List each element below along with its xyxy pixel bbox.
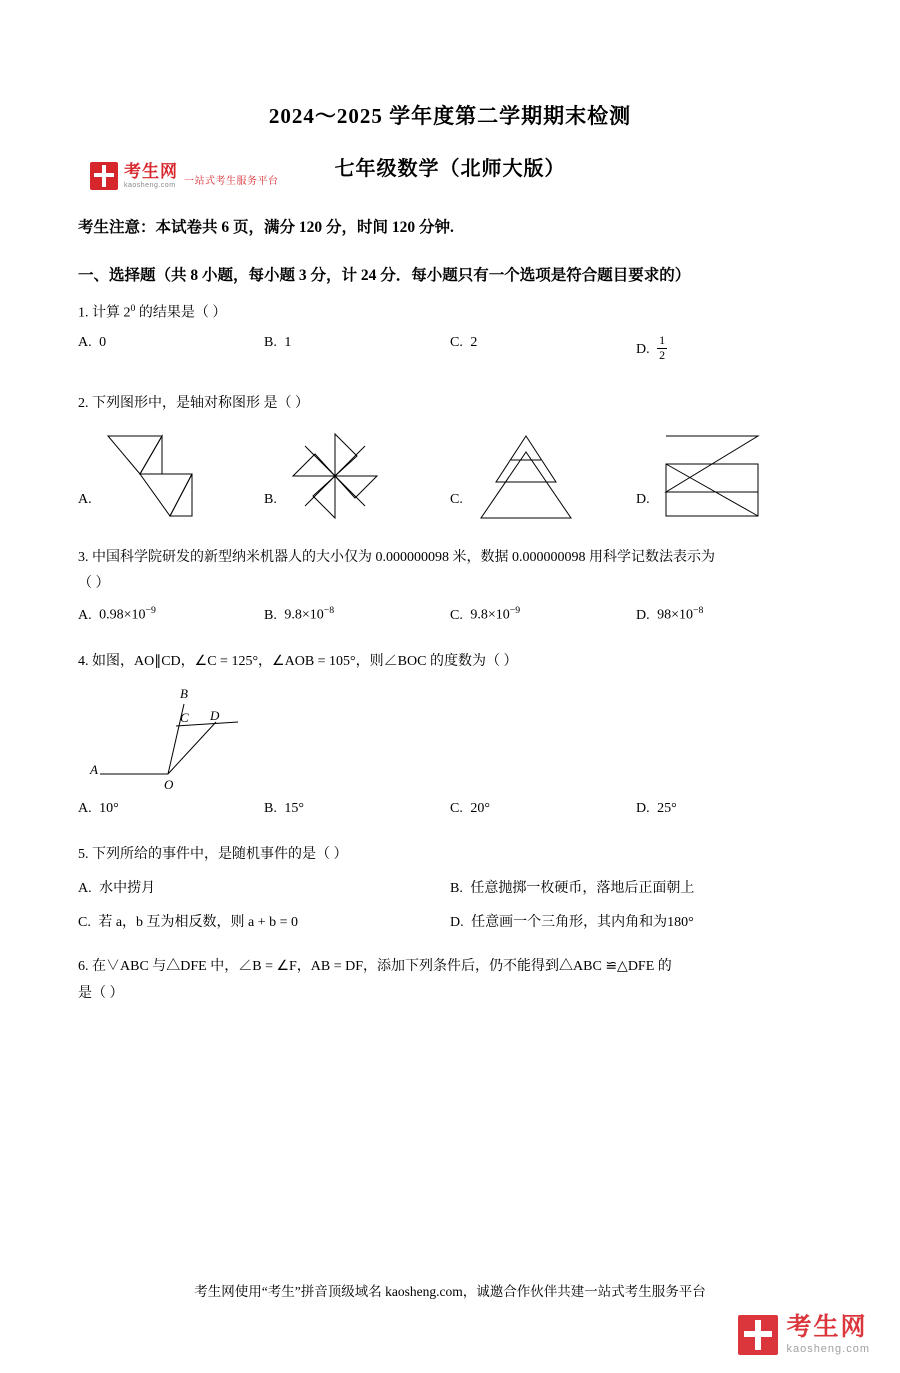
option-label: B.: [264, 335, 277, 351]
option-text: 2: [470, 335, 478, 351]
question-2: [78, 392, 822, 416]
question-1-option-a[interactable]: [78, 335, 264, 364]
option-text: 9.8×10: [284, 608, 324, 624]
logo-slogan: 一站式考生服务平台: [184, 176, 279, 187]
label-A: A: [90, 761, 98, 777]
question-4-option-c[interactable]: [450, 801, 636, 817]
question-5-number: 5.: [78, 846, 89, 862]
logo-domain-text: kaosheng.com: [124, 182, 176, 189]
section-heading: 一、选择题（共 8 小题，每小题 3 分，计 24 分．每小题只有一个选项是符合题目要求的）: [78, 267, 691, 284]
question-5: [78, 843, 822, 867]
question-6-number: 6.: [78, 958, 89, 974]
fraction-denominator: 2: [659, 348, 666, 363]
question-2-number: 2.: [78, 396, 89, 412]
label-C: C: [180, 709, 189, 725]
question-6: [78, 955, 822, 979]
option-label: D.: [450, 914, 464, 930]
option-label: B.: [264, 608, 277, 624]
question-3-option-d[interactable]: [636, 605, 822, 624]
watermark-chinese-text: 考生网: [786, 1313, 868, 1341]
option-text: 15°: [284, 800, 304, 816]
question-5-options-row-1: [78, 877, 822, 897]
option-label: A.: [78, 608, 92, 624]
question-2-options: [78, 430, 822, 522]
option-exponent: −8: [693, 605, 704, 617]
question-4-option-d[interactable]: [636, 801, 822, 817]
question-4-figure: [78, 682, 822, 797]
question-1-options: [78, 335, 822, 364]
question-1-exponent: 0: [130, 303, 136, 314]
option-label: B.: [264, 800, 277, 816]
question-3-stem-cont: （ ）: [78, 575, 110, 591]
pinwheel-star-figure-icon: [285, 430, 385, 522]
label-O: O: [164, 776, 174, 792]
question-1-option-b[interactable]: [264, 335, 450, 364]
question-2-option-d[interactable]: [636, 430, 822, 522]
question-1-option-c[interactable]: [450, 335, 636, 364]
triangles-stack-figure-icon: [471, 430, 581, 522]
question-1-stem-pre: 计算 2: [92, 305, 131, 321]
watermark-wordmark: [786, 1315, 870, 1355]
question-3-number: 3.: [78, 549, 89, 565]
angle-diagram-figure-icon: [88, 682, 318, 792]
option-exponent: −8: [323, 605, 335, 617]
question-2-option-b[interactable]: [264, 430, 450, 522]
option-label: C.: [450, 335, 463, 351]
option-label: C.: [450, 608, 463, 624]
option-label: A.: [78, 335, 92, 351]
question-4: [78, 650, 822, 674]
question-2-option-a[interactable]: [78, 430, 264, 522]
site-logo: [90, 162, 279, 190]
option-text: 10°: [99, 800, 119, 816]
option-label: A.: [78, 800, 92, 816]
option-label: D.: [636, 608, 650, 624]
option-text: 任意抛掷一枚硬币，落地后正面朝上: [470, 880, 695, 896]
option-text: 98×10: [657, 608, 694, 624]
option-text: 若 a，b 互为相反数，则 a + b = 0: [98, 914, 299, 930]
option-label: D.: [636, 491, 650, 507]
logo-mark-icon: [90, 162, 118, 190]
question-4-option-b[interactable]: [264, 801, 450, 817]
option-label: A.: [78, 491, 92, 507]
logo-wordmark: [124, 163, 178, 189]
option-label: D.: [636, 341, 650, 357]
question-5-stem: 下列所给的事件中，是随机事件的是（ ）: [92, 846, 348, 862]
footer-note: 考生网使用“考生”拼音顶级域名 kaosheng.com，诚邀合作伙伴共建一站式考生服务平台: [194, 1284, 706, 1299]
page-title: 2024～2025 学年度第二学期期末检测: [268, 104, 632, 128]
z-shape-rect-figure-icon: [658, 430, 768, 522]
question-2-stem: 下列图形中，是轴对称图形 是（ ）: [92, 396, 309, 412]
fraction-numerator: 1: [659, 333, 666, 348]
option-label: A.: [78, 880, 92, 896]
exam-paper-page: [0, 100, 900, 1373]
fraction-one-half: [657, 334, 667, 363]
question-5-option-a[interactable]: [78, 877, 450, 897]
question-3-option-a[interactable]: [78, 605, 264, 624]
label-B: B: [180, 685, 188, 701]
question-3: [78, 546, 822, 570]
question-2-option-c[interactable]: [450, 430, 636, 522]
option-exponent: −9: [509, 605, 521, 617]
logo-chinese-text: 考生网: [124, 162, 178, 181]
question-6-stem: 在∨ABC 与△DFE 中，∠B = ∠F，AB = DF，添加下列条件后，仍不能得到△ABC ≌△DFE 的: [92, 958, 672, 974]
question-4-options: [78, 801, 822, 817]
question-3-stem: 中国科学院研发的新型纳米机器人的大小仅为 0.000000098 米，数据 0.000000098 用科学记数法表示为: [92, 549, 715, 565]
option-label: C.: [450, 491, 463, 507]
footer-watermark: [738, 1315, 870, 1355]
option-label: C.: [450, 800, 463, 816]
question-1-number: 1.: [78, 305, 89, 321]
parallelogram-zigzag-figure-icon: [100, 430, 200, 522]
watermark-domain-text: kaosheng.com: [786, 1343, 870, 1355]
label-D: D: [210, 707, 220, 723]
option-label: B.: [450, 880, 463, 896]
option-label: B.: [264, 491, 277, 507]
exam-notice: 考生注意：本试卷共 6 页，满分 120 分，时间 120 分钟.: [78, 219, 454, 236]
option-text: 水中捞月: [99, 880, 156, 896]
question-4-option-a[interactable]: [78, 801, 264, 817]
option-text: 0.98×10: [99, 608, 146, 624]
option-text: 25°: [657, 800, 677, 816]
question-1-stem-post: 的结果是（ ）: [135, 305, 227, 321]
question-5-option-d[interactable]: [450, 911, 822, 931]
question-3-option-c[interactable]: [450, 605, 636, 624]
option-text: 任意画一个三角形，其内角和为180°: [471, 914, 694, 930]
option-label: C.: [78, 914, 91, 930]
question-4-number: 4.: [78, 654, 89, 670]
question-5-option-c[interactable]: [78, 911, 450, 931]
question-3-option-b[interactable]: [264, 605, 450, 624]
question-5-option-b[interactable]: [450, 877, 822, 897]
question-1-option-d[interactable]: [636, 335, 822, 364]
option-label: D.: [636, 800, 650, 816]
option-text: 1: [284, 335, 292, 351]
option-text: 9.8×10: [470, 608, 510, 624]
option-text: 20°: [470, 800, 490, 816]
question-1: [78, 301, 822, 325]
question-4-stem: 如图，AO∥CD，∠C = 125°，∠AOB = 105°，则∠BOC 的度数为（ ）: [92, 654, 518, 670]
question-3-options: [78, 605, 822, 624]
question-5-options-row-2: [78, 911, 822, 931]
watermark-mark-icon: [738, 1315, 778, 1355]
option-text: 0: [99, 335, 107, 351]
option-exponent: −9: [145, 605, 156, 617]
page-subtitle: 七年级数学（北师大版）: [334, 158, 566, 180]
question-6-stem-cont: 是（ ）: [78, 986, 124, 1002]
